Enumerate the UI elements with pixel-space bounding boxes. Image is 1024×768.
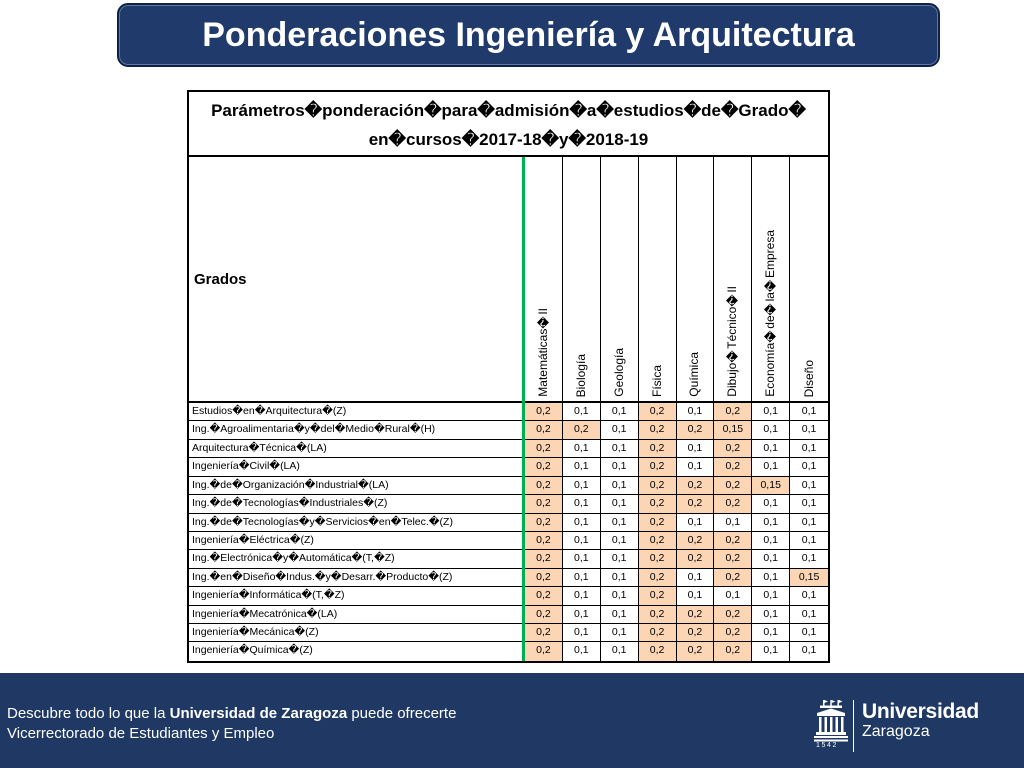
weight-cell: 0,2	[714, 458, 752, 476]
weight-cell: 0,1	[677, 458, 715, 476]
grado-name: Ingeniería�Eléctrica�(Z)	[189, 532, 522, 550]
logo-year: 1542	[816, 742, 838, 749]
table-title-line-1: Parámetros�ponderación�para�admisión�a�estudios�de�Grado�	[211, 101, 806, 120]
weight-cell: 0,1	[752, 606, 790, 624]
weight-cell: 0,1	[563, 495, 601, 513]
weight-cell: 0,2	[563, 421, 601, 439]
grado-name: Ingeniería�Mecatrónica�(LA)	[189, 606, 522, 624]
ponderaciones-table	[187, 155, 830, 663]
weight-cell: 0,2	[677, 606, 715, 624]
weight-cell: 0,2	[714, 495, 752, 513]
weight-cell: 0,1	[601, 642, 639, 660]
table-title-line-2: en�cursos�2017-18�y�2018-19	[368, 130, 649, 149]
weight-cell: 0,2	[714, 477, 752, 495]
subject-header	[525, 157, 563, 403]
weight-cell: 0,1	[790, 587, 828, 605]
weight-cell: 0,2	[714, 642, 752, 660]
grado-name: Ing.�de�Organización�Industrial�(LA)	[189, 477, 522, 495]
subject-header	[639, 157, 677, 403]
weight-cell: 0,15	[790, 569, 828, 587]
footer-department: Vicerrectorado de Estudiantes y Empleo	[7, 725, 275, 742]
weight-cell: 0,1	[790, 440, 828, 458]
weight-cell: 0,1	[601, 421, 639, 439]
grado-name: Ing.�Agroalimentaria�y�del�Medio�Rural�(H)	[189, 421, 522, 439]
footer-tagline	[7, 704, 456, 724]
weight-cell: 0,2	[677, 477, 715, 495]
subject-header-label: Economía�de�la�Empresa	[763, 230, 778, 397]
subject-header-label: Matemáticas�II	[535, 308, 550, 397]
weight-cell: 0,1	[752, 569, 790, 587]
weight-cell: 0,2	[677, 532, 715, 550]
weight-cell: 0,1	[752, 514, 790, 532]
grados-header: Grados	[189, 157, 522, 403]
table-title	[187, 90, 830, 157]
weight-cell: 0,1	[601, 532, 639, 550]
grado-name: Ingeniería�Civil�(LA)	[189, 458, 522, 476]
subject-header-label: Dibujo�Técnico�II	[725, 286, 740, 397]
weight-cell: 0,2	[639, 532, 677, 550]
weight-cell: 0,2	[639, 458, 677, 476]
weight-cell: 0,1	[601, 477, 639, 495]
grado-name: Arquitectura�Técnica�(LA)	[189, 440, 522, 458]
weight-cell: 0,2	[639, 403, 677, 421]
weight-cell: 0,2	[525, 440, 563, 458]
weight-cell: 0,1	[677, 440, 715, 458]
grado-name: Ingeniería�Mecánica�(Z)	[189, 624, 522, 642]
weight-cell: 0,2	[639, 642, 677, 660]
weight-cell: 0,1	[563, 403, 601, 421]
weight-cell: 0,2	[525, 569, 563, 587]
subject-header-label: Geología	[611, 348, 626, 397]
weight-cell: 0,1	[714, 514, 752, 532]
weight-cell: 0,1	[752, 624, 790, 642]
weight-cell: 0,1	[563, 514, 601, 532]
weight-cell: 0,1	[563, 550, 601, 568]
weight-cell: 0,1	[790, 532, 828, 550]
weight-cell: 0,15	[714, 421, 752, 439]
weight-cell: 0,1	[752, 642, 790, 660]
weight-cell: 0,2	[525, 477, 563, 495]
weight-cell: 0,2	[714, 532, 752, 550]
logo-university: Universidad	[862, 700, 979, 723]
weight-cell: 0,1	[601, 569, 639, 587]
weight-cell: 0,15	[752, 477, 790, 495]
subject-header	[563, 157, 601, 403]
slide-title-bar	[117, 3, 940, 67]
footer-tagline-university: Universidad de Zaragoza	[169, 705, 348, 722]
subject-header	[752, 157, 790, 403]
weight-cell: 0,2	[525, 458, 563, 476]
footer-bar	[0, 673, 1024, 768]
weight-cell: 0,2	[677, 642, 715, 660]
weight-cell: 0,1	[601, 440, 639, 458]
weight-cell: 0,1	[601, 514, 639, 532]
weight-cell: 0,2	[639, 550, 677, 568]
subject-header	[790, 157, 828, 403]
subject-header-label: Biología	[573, 353, 588, 397]
weight-cell: 0,1	[601, 458, 639, 476]
weight-cell: 0,1	[601, 403, 639, 421]
weight-cell: 0,2	[714, 440, 752, 458]
weight-cell: 0,2	[714, 550, 752, 568]
weight-cell: 0,2	[639, 569, 677, 587]
weight-cell: 0,1	[714, 587, 752, 605]
weight-cell: 0,1	[790, 495, 828, 513]
grado-name: Ing.�de�Tecnologías�Industriales�(Z)	[189, 495, 522, 513]
weight-cell: 0,1	[752, 403, 790, 421]
weight-cell: 0,1	[752, 440, 790, 458]
weight-cell: 0,1	[790, 403, 828, 421]
weight-cell: 0,2	[639, 440, 677, 458]
weight-cell: 0,2	[714, 569, 752, 587]
grado-name: Ing.�en�Diseño�Indus.�y�Desarr.�Producto�(Z)	[189, 569, 522, 587]
weight-cell: 0,2	[639, 514, 677, 532]
weight-cell: 0,2	[677, 550, 715, 568]
weight-cell: 0,1	[801, 644, 817, 657]
weight-cell: 0,1	[563, 532, 601, 550]
logo-divider	[853, 700, 854, 752]
weight-cell: 0,1	[790, 550, 828, 568]
weight-cell: 0,1	[752, 495, 790, 513]
weight-cell: 0,1	[563, 569, 601, 587]
weight-cell: 0,1	[752, 458, 790, 476]
logo-city: Zaragoza	[862, 723, 930, 740]
weight-cell: 0,2	[525, 606, 563, 624]
weight-cell: 0,2	[525, 421, 563, 439]
subject-header	[714, 157, 752, 403]
weight-cell: 0,1	[563, 458, 601, 476]
weight-cell: 0,2	[714, 403, 752, 421]
weight-cell: 0,2	[639, 606, 677, 624]
weight-cell: 0,1	[790, 421, 828, 439]
footer-text	[7, 704, 456, 744]
weight-cell: 0,1	[601, 606, 639, 624]
weight-cell: 0,1	[677, 514, 715, 532]
weight-cell: 0,2	[639, 421, 677, 439]
weight-cell: 0,2	[525, 403, 563, 421]
weight-cell: 0,1	[563, 587, 601, 605]
weight-cell: 0,2	[525, 642, 563, 660]
weight-cell: 0,2	[677, 495, 715, 513]
weight-cell: 0,2	[639, 477, 677, 495]
weight-cell: 0,2	[639, 495, 677, 513]
weight-cell: 0,1	[563, 477, 601, 495]
weight-cell: 0,1	[790, 477, 828, 495]
footer-tagline-suffix: puede ofrecerte	[347, 705, 457, 722]
weight-cell: 0,1	[677, 569, 715, 587]
weight-cell: 0,1	[601, 550, 639, 568]
weight-cell: 0,1	[752, 550, 790, 568]
weight-cell: 0,1	[790, 624, 828, 642]
weight-cell: 0,2	[525, 550, 563, 568]
weight-cell: 0,1	[601, 495, 639, 513]
weight-cell: 0,2	[714, 624, 752, 642]
weight-cell: 0,2	[525, 495, 563, 513]
weight-cell: 0,2	[525, 532, 563, 550]
grado-name: Ing.�de�Tecnologías�y�Servicios�en�Telec.�(Z)	[189, 514, 522, 532]
subject-header-label: Física	[649, 364, 664, 397]
subject-header	[677, 157, 715, 403]
weight-cell: 0,1	[790, 458, 828, 476]
weight-cell: 0,2	[525, 514, 563, 532]
weight-cell: 0,1	[563, 440, 601, 458]
weight-cell: 0,1	[601, 587, 639, 605]
grado-name: Ingeniería�Química�(Z)	[192, 644, 313, 657]
weight-cell: 0,1	[563, 624, 601, 642]
subject-header-label: Diseño	[801, 359, 816, 397]
weight-cell: 0,2	[639, 624, 677, 642]
weight-cell: 0,1	[601, 624, 639, 642]
weight-cell: 0,2	[639, 587, 677, 605]
university-seal-icon	[814, 700, 848, 742]
weight-cell: 0,2	[677, 421, 715, 439]
weight-cell: 0,2	[525, 587, 563, 605]
weight-cell: 0,1	[752, 532, 790, 550]
grado-name: Ingeniería�Informática�(T,�Z)	[189, 587, 522, 605]
weight-cell: 0,1	[563, 642, 601, 660]
subject-header-label: Química	[687, 352, 702, 397]
weight-cell: 0,1	[677, 587, 715, 605]
weight-cell: 0,1	[563, 606, 601, 624]
weight-cell: 0,1	[752, 587, 790, 605]
footer-tagline-prefix: Descubre todo lo que la	[7, 705, 170, 722]
weight-cell: 0,1	[790, 514, 828, 532]
slide-title: Ponderaciones Ingeniería y Arquitectura	[202, 15, 855, 54]
weight-cell: 0,2	[714, 606, 752, 624]
weight-cell: 0,2	[525, 624, 563, 642]
weight-cell: 0,1	[790, 606, 828, 624]
subject-header	[601, 157, 639, 403]
grado-name: Estudios�en�Arquitectura�(Z)	[189, 403, 522, 421]
weight-cell: 0,1	[677, 403, 715, 421]
weight-cell: 0,2	[677, 624, 715, 642]
grado-name: Ing.�Electrónica�y�Automática�(T,�Z)	[189, 550, 522, 568]
weight-cell: 0,1	[752, 421, 790, 439]
